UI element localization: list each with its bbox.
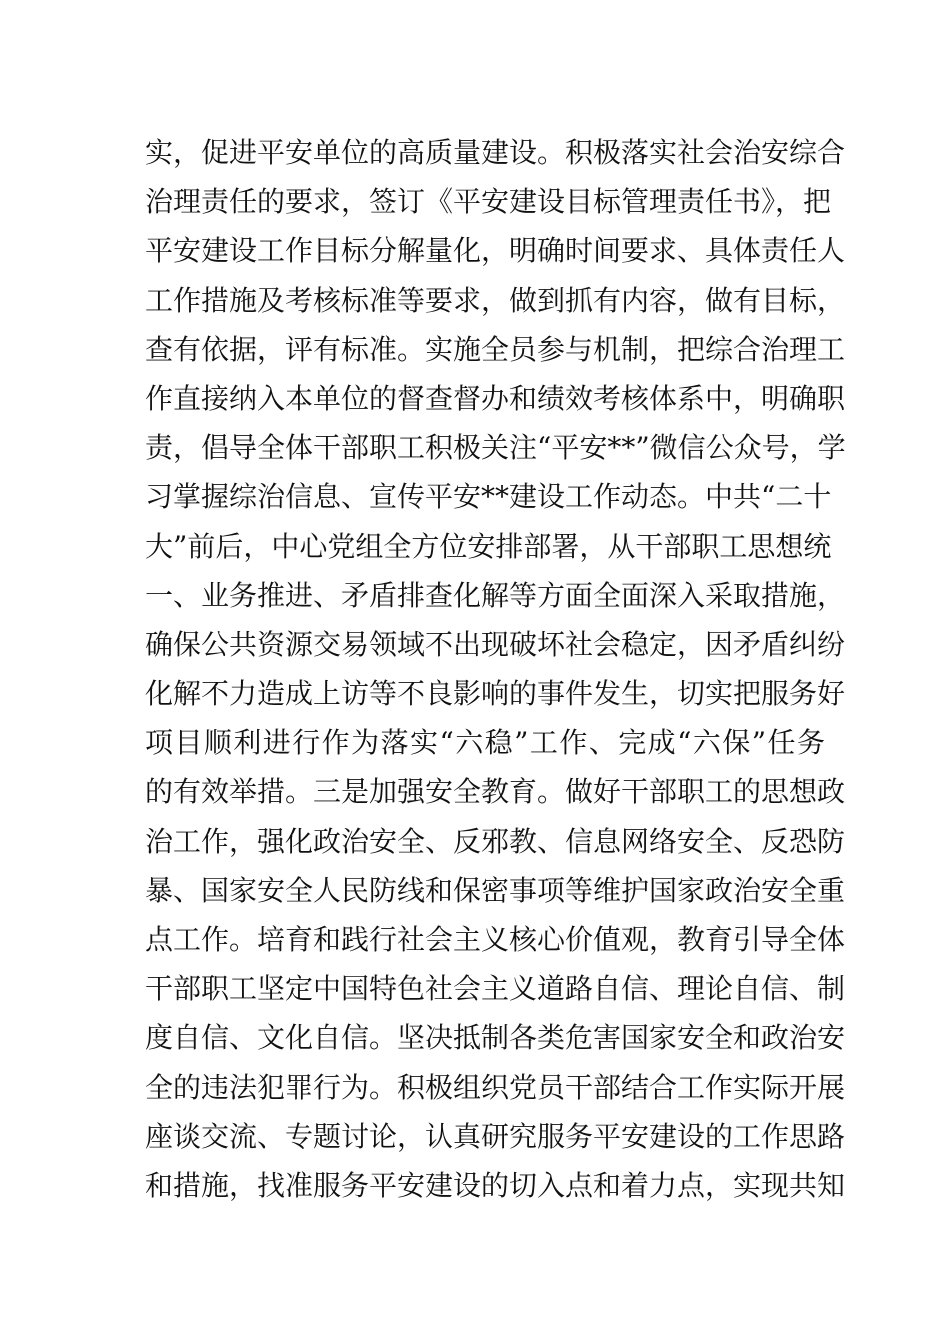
text-line: 治工作，强化政治安全、反邪教、信息网络安全、反恐防 (145, 824, 846, 858)
text-line: 治理责任的要求，签订《平安建设目标管理责任书》，把 (145, 185, 832, 219)
text-line: 暴、国家安全人民防线和保密事项等维护国家政治安全重 (145, 873, 846, 907)
text-line: 工作措施及考核标准等要求，做到抓有内容，做有目标， (145, 283, 846, 317)
text-line: 点工作。培育和践行社会主义核心价值观，教育引导全体 (145, 923, 846, 956)
text-line: 和措施，找准服务平安建设的切入点和着力点，实现共知 (145, 1168, 846, 1202)
text-line: 习掌握综治信息、宣传平安**建设工作动态。中共“二十 (145, 480, 832, 514)
text-line: 度自信、文化自信。坚决抵制各类危害国家安全和政治安 (145, 1021, 846, 1055)
text-line: 化解不力造成上访等不良影响的事件发生，切实把服务好 (145, 677, 846, 711)
text-line: 平安建设工作目标分解量化，明确时间要求、具体责任人 (145, 234, 846, 268)
text-line: 作直接纳入本单位的督查督办和绩效考核体系中，明确职 (145, 381, 846, 415)
text-line: 查有依据，评有标准。实施全员参与机制，把综合治理工 (145, 332, 846, 366)
body-text (145, 128, 846, 1210)
text-line: 干部职工坚定中国特色社会主义道路自信、理论自信、制 (145, 972, 846, 1006)
text-line: 实，促进平安单位的高质量建设。积极落实社会治安综合 (145, 136, 846, 169)
text-line: 全的违法犯罪行为。积极组织党员干部结合工作实际开展 (145, 1070, 846, 1104)
text-line: 责，倡导全体干部职工积极关注“平安**”微信公众号，学 (145, 431, 846, 465)
text-line: 项目顺利进行作为落实“六稳”工作、完成“六保”任务 (145, 726, 825, 760)
text-line: 的有效举措。三是加强安全教育。做好干部职工的思想政 (145, 775, 846, 809)
text-line: 大”前后，中心党组全方位安排部署，从干部职工思想统 (145, 529, 832, 563)
text-line: 确保公共资源交易领域不出现破坏社会稳定，因矛盾纠纷 (145, 627, 846, 661)
text-line: 一、业务推进、矛盾排查化解等方面全面深入采取措施， (145, 578, 846, 612)
text-line: 座谈交流、专题讨论，认真研究服务平安建设的工作思路 (145, 1119, 846, 1153)
